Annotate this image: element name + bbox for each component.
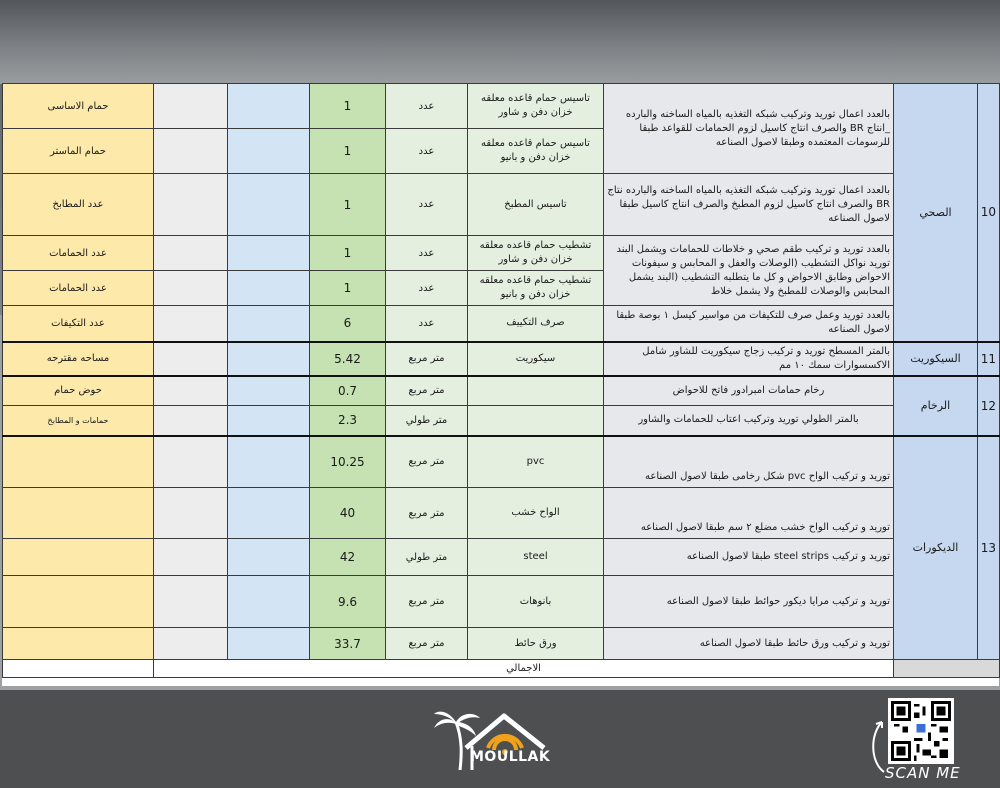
unit: متر طولي [386,539,468,576]
unit-price-cell [228,306,310,342]
note: حمام الاساسى [3,84,154,129]
sub-item-name: سيكوريت [468,342,604,376]
unit: عدد [386,174,468,236]
house-palm-wifi-logo [432,708,572,778]
unit: عدد [386,271,468,306]
item-description: توريد و تركيب ورق حائط طبقا لاصول الصناعه [604,628,894,660]
item-number: 11 [978,342,1000,376]
quantity: 2.3 [310,406,386,436]
note: عدد التكيفات [3,306,154,342]
item-number: 12 [978,376,1000,436]
quantity: 0.7 [310,376,386,406]
quantity: 1 [310,271,386,306]
quantity: 5.42 [310,342,386,376]
note: عدد الحمامات [3,236,154,271]
scan-me-label: SCAN ME [885,764,961,782]
total-label: الاجمالي [154,660,894,678]
unit: متر مربع [386,342,468,376]
item-category: الرخام [894,376,978,436]
note: عدد الحمامات [3,271,154,306]
note [3,576,154,628]
item-description: بالمتر المسطح توريد و تركيب زجاج سيكوريت للشاور شامل الاكسسوارات سمك ١٠ مم [604,342,894,376]
total-price-cell [154,376,228,406]
sub-item-name [468,376,604,406]
sub-item-name: تاسيس حمام قاعده معلقه خزان دفن و بانيو [468,129,604,174]
unit-price-cell [228,539,310,576]
item-category: الصحي [894,84,978,342]
unit: متر مربع [386,376,468,406]
total-price-cell [154,129,228,174]
item-description: توريد و تركيب steel strips طبقا لاصول الصناعه [604,539,894,576]
item-number: 10 [978,84,1000,342]
sub-item-name: الواح خشب [468,488,604,539]
unit: عدد [386,306,468,342]
total-price-cell [154,306,228,342]
unit-price-cell [228,84,310,129]
item-description: توريد و تركيب الواح خشب مضلع ٢ سم طبقا لاصول الصناعه [604,488,894,539]
item-description: توريد و تركيب مرايا ديكور حوائط طبقا لاصول الصناعه [604,576,894,628]
quantity: 1 [310,84,386,129]
unit-price-cell [228,576,310,628]
item-description: بالمتر الطولي توريد وتركيب اعتاب للحمامات والشاور [604,406,894,436]
sub-item-name: pvc [468,436,604,488]
total-value-cell [3,660,154,678]
note [3,539,154,576]
total-price-cell [154,628,228,660]
total-price-cell [154,174,228,236]
qr-code-icon[interactable] [888,698,954,764]
total-price-cell [154,576,228,628]
total-spacer [894,660,1000,678]
sub-item-name: تاسيس المطبخ [468,174,604,236]
sub-item-name: ورق حائط [468,628,604,660]
quantity: 42 [310,539,386,576]
sub-item-name: تشطيب حمام قاعده معلقه خزان دفن و بانيو [468,271,604,306]
total-price-cell [154,539,228,576]
quantity: 40 [310,488,386,539]
unit-price-cell [228,236,310,271]
total-price-cell [154,406,228,436]
boq-sheet [2,83,999,686]
note: حمام الماستر [3,129,154,174]
item-description: بالعدد اعمال توريد وتركيب شبكه التغذيه بالمياه الساخنه والبارده نتاج BR والصرف انتاج كاسيل لزوم المطبخ والصرف انتاج كاسيل طبقا لاصول الصناعه [604,174,894,236]
unit-price-cell [228,488,310,539]
quantity: 1 [310,236,386,271]
unit: متر مربع [386,436,468,488]
unit-price-cell [228,406,310,436]
unit: عدد [386,129,468,174]
unit-price-cell [228,436,310,488]
item-description: رخام حمامات امبرادور فاتح للاحواض [604,376,894,406]
note: حمامات و المطابخ [3,406,154,436]
note: حوض حمام [3,376,154,406]
unit-price-cell [228,376,310,406]
item-number: 13 [978,436,1000,660]
note: عدد المطابخ [3,174,154,236]
sub-item-name: تشطيب حمام قاعده معلقه خزان دفن و شاور [468,236,604,271]
item-description: بالعدد توريد وعمل صرف للتكيفات من مواسير كيسل ١ بوصة طبقا لاصول الصناعه [604,306,894,342]
quantity: 1 [310,129,386,174]
unit-price-cell [228,628,310,660]
quantity: 9.6 [310,576,386,628]
item-description: بالعدد توريد و تركيب طقم صحي و خلاطات للحمامات ويشمل البند توريد نواكل التشطيب (الوصلات والعفل و المحابس و سيفونات الاحواض وطابق الاحواض و كل ما يتطلبه التشطيب (البند يشمل المحابس والوصلات للمطبخ ولا يشمل خلاط [604,236,894,306]
total-price-cell [154,236,228,271]
total-price-cell [154,271,228,306]
total-price-cell [154,436,228,488]
note [3,436,154,488]
unit: متر مربع [386,628,468,660]
boq-table [2,83,1000,678]
sub-item-name: بانوهات [468,576,604,628]
unit: متر طولي [386,406,468,436]
unit: عدد [386,236,468,271]
item-category: الديكورات [894,436,978,660]
unit: متر مربع [386,488,468,539]
note: مساحه مقترحه [3,342,154,376]
quantity: 6 [310,306,386,342]
total-price-cell [154,342,228,376]
total-price-cell [154,488,228,539]
quantity: 33.7 [310,628,386,660]
brand-name: MOULLAK [470,749,551,765]
item-description: بالعدد اعمال توريد وتركيب شبكه التغذيه بالمياه الساخنه والبارده _انتاج BR والصرف انتاج كاسيل لزوم الحمامات للقواعد طبقا للرسومات المعتمده وطبقا لاصول الصناعه [604,84,894,174]
sub-item-name: صرف التكييف [468,306,604,342]
quantity: 10.25 [310,436,386,488]
item-category: السيكوريت [894,342,978,376]
sub-item-name: steel [468,539,604,576]
unit: عدد [386,84,468,129]
unit-price-cell [228,271,310,306]
unit-price-cell [228,129,310,174]
item-description: توريد و تركيب الواح pvc شكل رخامى طبقا لاصول الصناعه [604,436,894,488]
sub-item-name [468,406,604,436]
note [3,488,154,539]
unit-price-cell [228,342,310,376]
unit: متر مربع [386,576,468,628]
header-band [0,0,1000,84]
sub-item-name: تاسيس حمام قاعده معلقه خزان دفن و شاور [468,84,604,129]
quantity: 1 [310,174,386,236]
note [3,628,154,660]
total-price-cell [154,84,228,129]
unit-price-cell [228,174,310,236]
